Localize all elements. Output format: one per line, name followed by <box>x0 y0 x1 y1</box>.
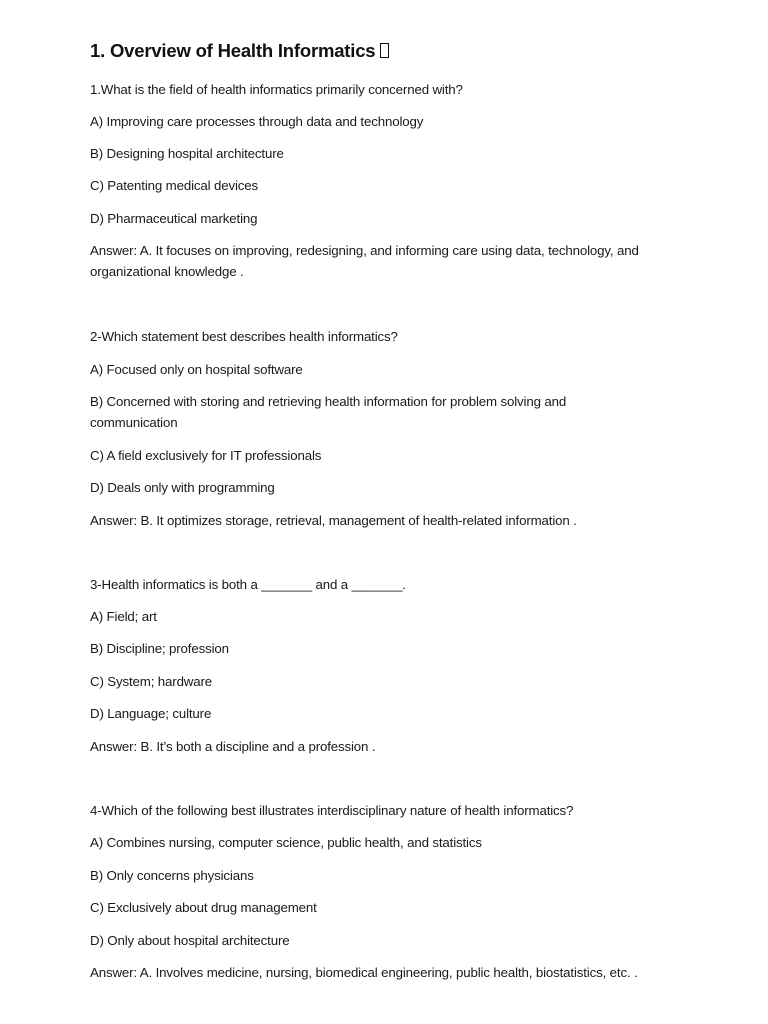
question-2-option-c: C) A field exclusively for IT professionals <box>90 448 322 463</box>
page-title-text: 1. Overview of Health Informatics <box>90 40 376 61</box>
question-4-option-c: C) Exclusively about drug management <box>90 900 317 915</box>
question-2-option-d: D) Deals only with programming <box>90 480 275 495</box>
question-4-text: 4-Which of the following best illustrates interdisciplinary nature of health informatics? <box>90 803 574 818</box>
question-3-option-b: B) Discipline; profession <box>90 641 229 656</box>
question-3-option-c: C) System; hardware <box>90 674 213 689</box>
question-1-option-b: B) Designing hospital architecture <box>90 146 284 161</box>
question-3-option-a: A) Field; art <box>90 609 157 624</box>
question-4-option-b: B) Only concerns physicians <box>90 868 254 883</box>
question-1-option-c: C) Patenting medical devices <box>90 178 259 193</box>
question-3-option-d: D) Language; culture <box>90 706 212 721</box>
question-2-text: 2-Which statement best describes health informatics? <box>90 329 398 344</box>
page-title <box>90 40 389 62</box>
question-4-answer: Answer: A. Involves medicine, nursing, biomedical engineering, public health, biostatistics, etc. . <box>90 965 638 980</box>
question-1-option-d: D) Pharmaceutical marketing <box>90 211 258 226</box>
question-4-option-a: A) Combines nursing, computer science, public health, and statistics <box>90 835 482 850</box>
question-1-answer: Answer: A. It focuses on improving, redesigning, and informing care using data, technology, and organizational knowledge . <box>90 243 639 279</box>
missing-glyph-box-icon <box>380 43 389 58</box>
question-3-answer: Answer: B. It’s both a discipline and a profession . <box>90 739 376 754</box>
question-2-option-a: A) Focused only on hospital software <box>90 362 303 377</box>
question-2-option-b: B) Concerned with storing and retrieving health information for problem solving and communication <box>90 394 567 430</box>
question-1-text: 1.What is the field of health informatics primarily concerned with? <box>90 82 463 97</box>
question-2-answer: Answer: B. It optimizes storage, retrieval, management of health-related information . <box>90 513 577 528</box>
question-3-text: 3-Health informatics is both a _______ and a _______. <box>90 577 406 592</box>
question-1-option-a: A) Improving care processes through data and technology <box>90 114 424 129</box>
question-4-option-d: D) Only about hospital architecture <box>90 933 290 948</box>
